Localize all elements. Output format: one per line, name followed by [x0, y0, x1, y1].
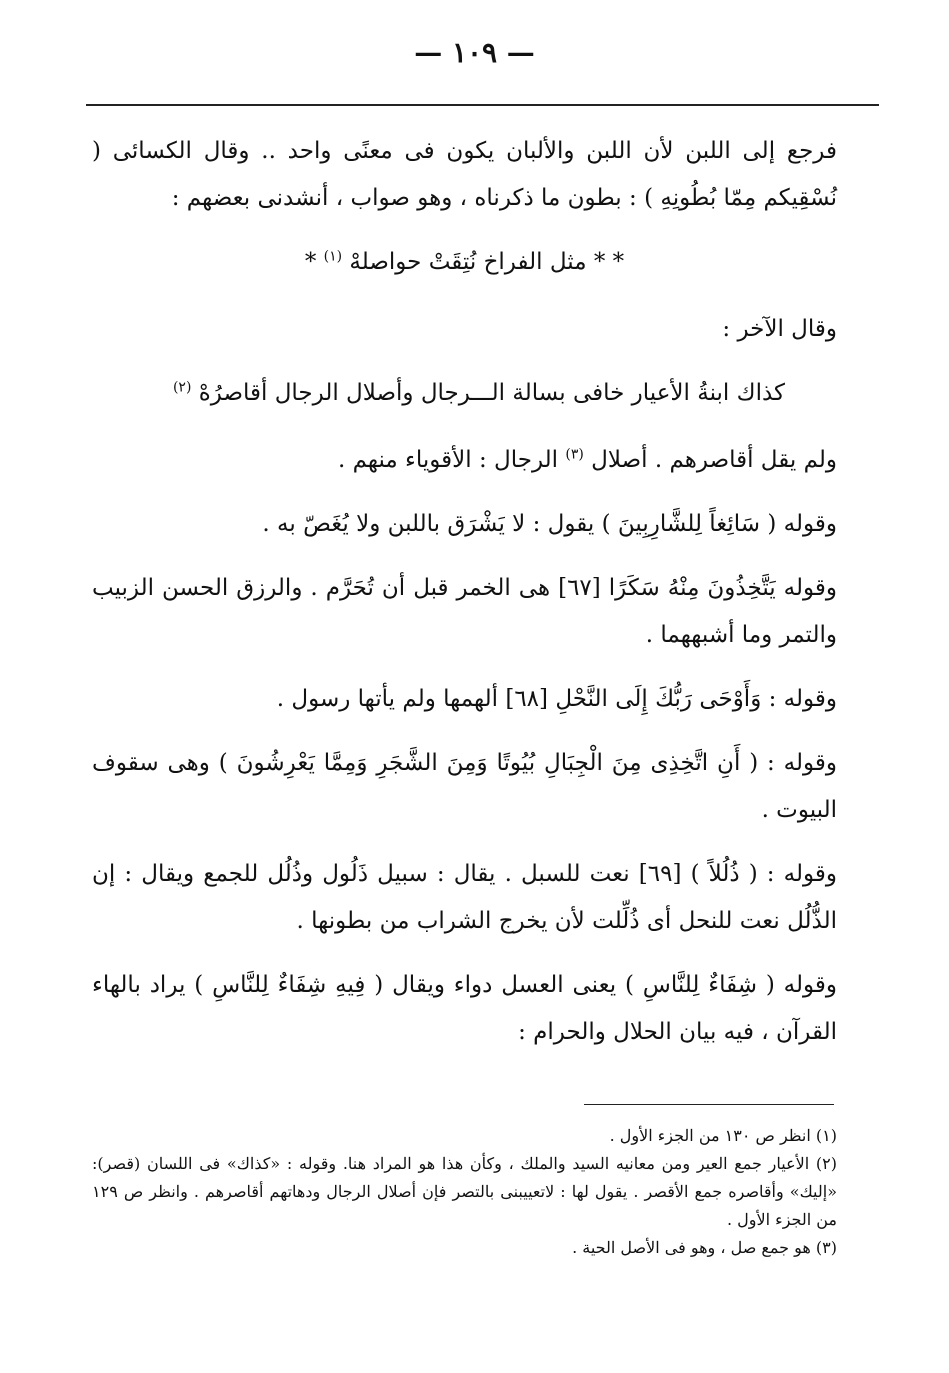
footnote-ref-1: (١)	[323, 248, 343, 265]
verse-star-open: *	[612, 249, 625, 275]
paragraph-3-part-1: ولم يقل أقاصرهم . أصلال	[591, 447, 837, 473]
footnote-rule	[584, 1104, 834, 1105]
verse-line-1	[92, 239, 837, 286]
paragraph-3	[92, 437, 837, 484]
footnote-ref-3: (٣)	[565, 446, 584, 463]
paragraph-7: وقوله : ( أَنِ اتَّخِذِى مِنَ الْجِبَالِ بُيُوتًا وَمِنَ الشَّجَرِ وَمِمَّا يَعْرِشُونَ ) وهى سقوف البيوت .	[92, 750, 837, 823]
footnote-3: (٣) هو جمع صل ، وهو فى الأصل الحية .	[572, 1238, 837, 1257]
footnote-ref-2: (٢)	[172, 379, 192, 396]
paragraph-9: وقوله ( شِفَاءٌ لِلنَّاسِ ) يعنى العسل دواء ويقال ( فِيهِ شِفَاءٌ لِلنَّاسِ ) يراد بالهاء القرآن ، فيه بيان الحلال والحرام :	[92, 972, 837, 1045]
paragraph-3-part-2: الرجال : الأقوياء منهم .	[337, 447, 559, 473]
footnote-1: (١) انظر ص ١٣٠ من الجزء الأول .	[609, 1126, 837, 1145]
verse-text-2: كذاك ابنةُ الأعيار خافى بسالة الـــرجال وأصلال الرجال أقاصرُهْ	[198, 380, 785, 406]
page-number: — ١٠٩ —	[414, 36, 535, 69]
paragraph-8: وقوله : ( ذُلُلاً ) [٦٩] نعت للسبل . يقال : سبيل ذَلُول وذُلُل للجمع ويقال : إن الذُّلُل نعت للنحل أى ذُلِّلت لأن يخرج الشراب من بطونها .	[92, 861, 837, 934]
footnotes	[92, 1122, 837, 1262]
verse-text-1: * مثل الفراخ نُتِقَتْ حواصلهْ	[349, 249, 606, 275]
paragraph-5: وقوله يَتَّخِذُونَ مِنْهُ سَكَرًا [٦٧] هى الخمر قبل أن تُحَرَّم . والرزق الحسن الزبيب والتمر وما أشبههما .	[92, 575, 837, 648]
verse-line-2	[92, 370, 837, 417]
main-text	[92, 128, 837, 1073]
verse-star-close: *	[304, 249, 317, 275]
paragraph-1: فرجع إلى اللبن لأن اللبن والألبان يكون فى معنًى واحد .. وقال الكسائى ( نُسْقِيكم مِمّا بُطُونِهِ ) : بطون ما ذكرناه ، وهو صواب ، أنشدنى بعضهم :	[92, 138, 837, 211]
header-rule	[86, 104, 879, 106]
paragraph-2: وقال الآخر :	[722, 316, 837, 342]
paragraph-4: وقوله ( سَائِغاً لِلشَّارِبِينَ ) يقول : لا يَشْرَق باللبن ولا يُغَصّ به .	[262, 511, 837, 537]
footnote-2: (٢) الأعيار جمع العير ومن معانيه السيد والملك ، وكأن هذا هو المراد هنا. وقوله : «كذاك» فى اللسان (قصر): «إليك» وأقاصره جمع الأقصر . يقول لها : لاتعييبنى بالتصر فإن أصلال الرجال ودهاتهم أقاصرهم . وانظر ص ١٢٩ من الجزء الأول .	[92, 1154, 838, 1229]
paragraph-6: وقوله : وَأَوْحَى رَبُّكَ إِلَى النَّحْلِ [٦٨] ألهمها ولم يأتها رسول .	[276, 686, 837, 712]
